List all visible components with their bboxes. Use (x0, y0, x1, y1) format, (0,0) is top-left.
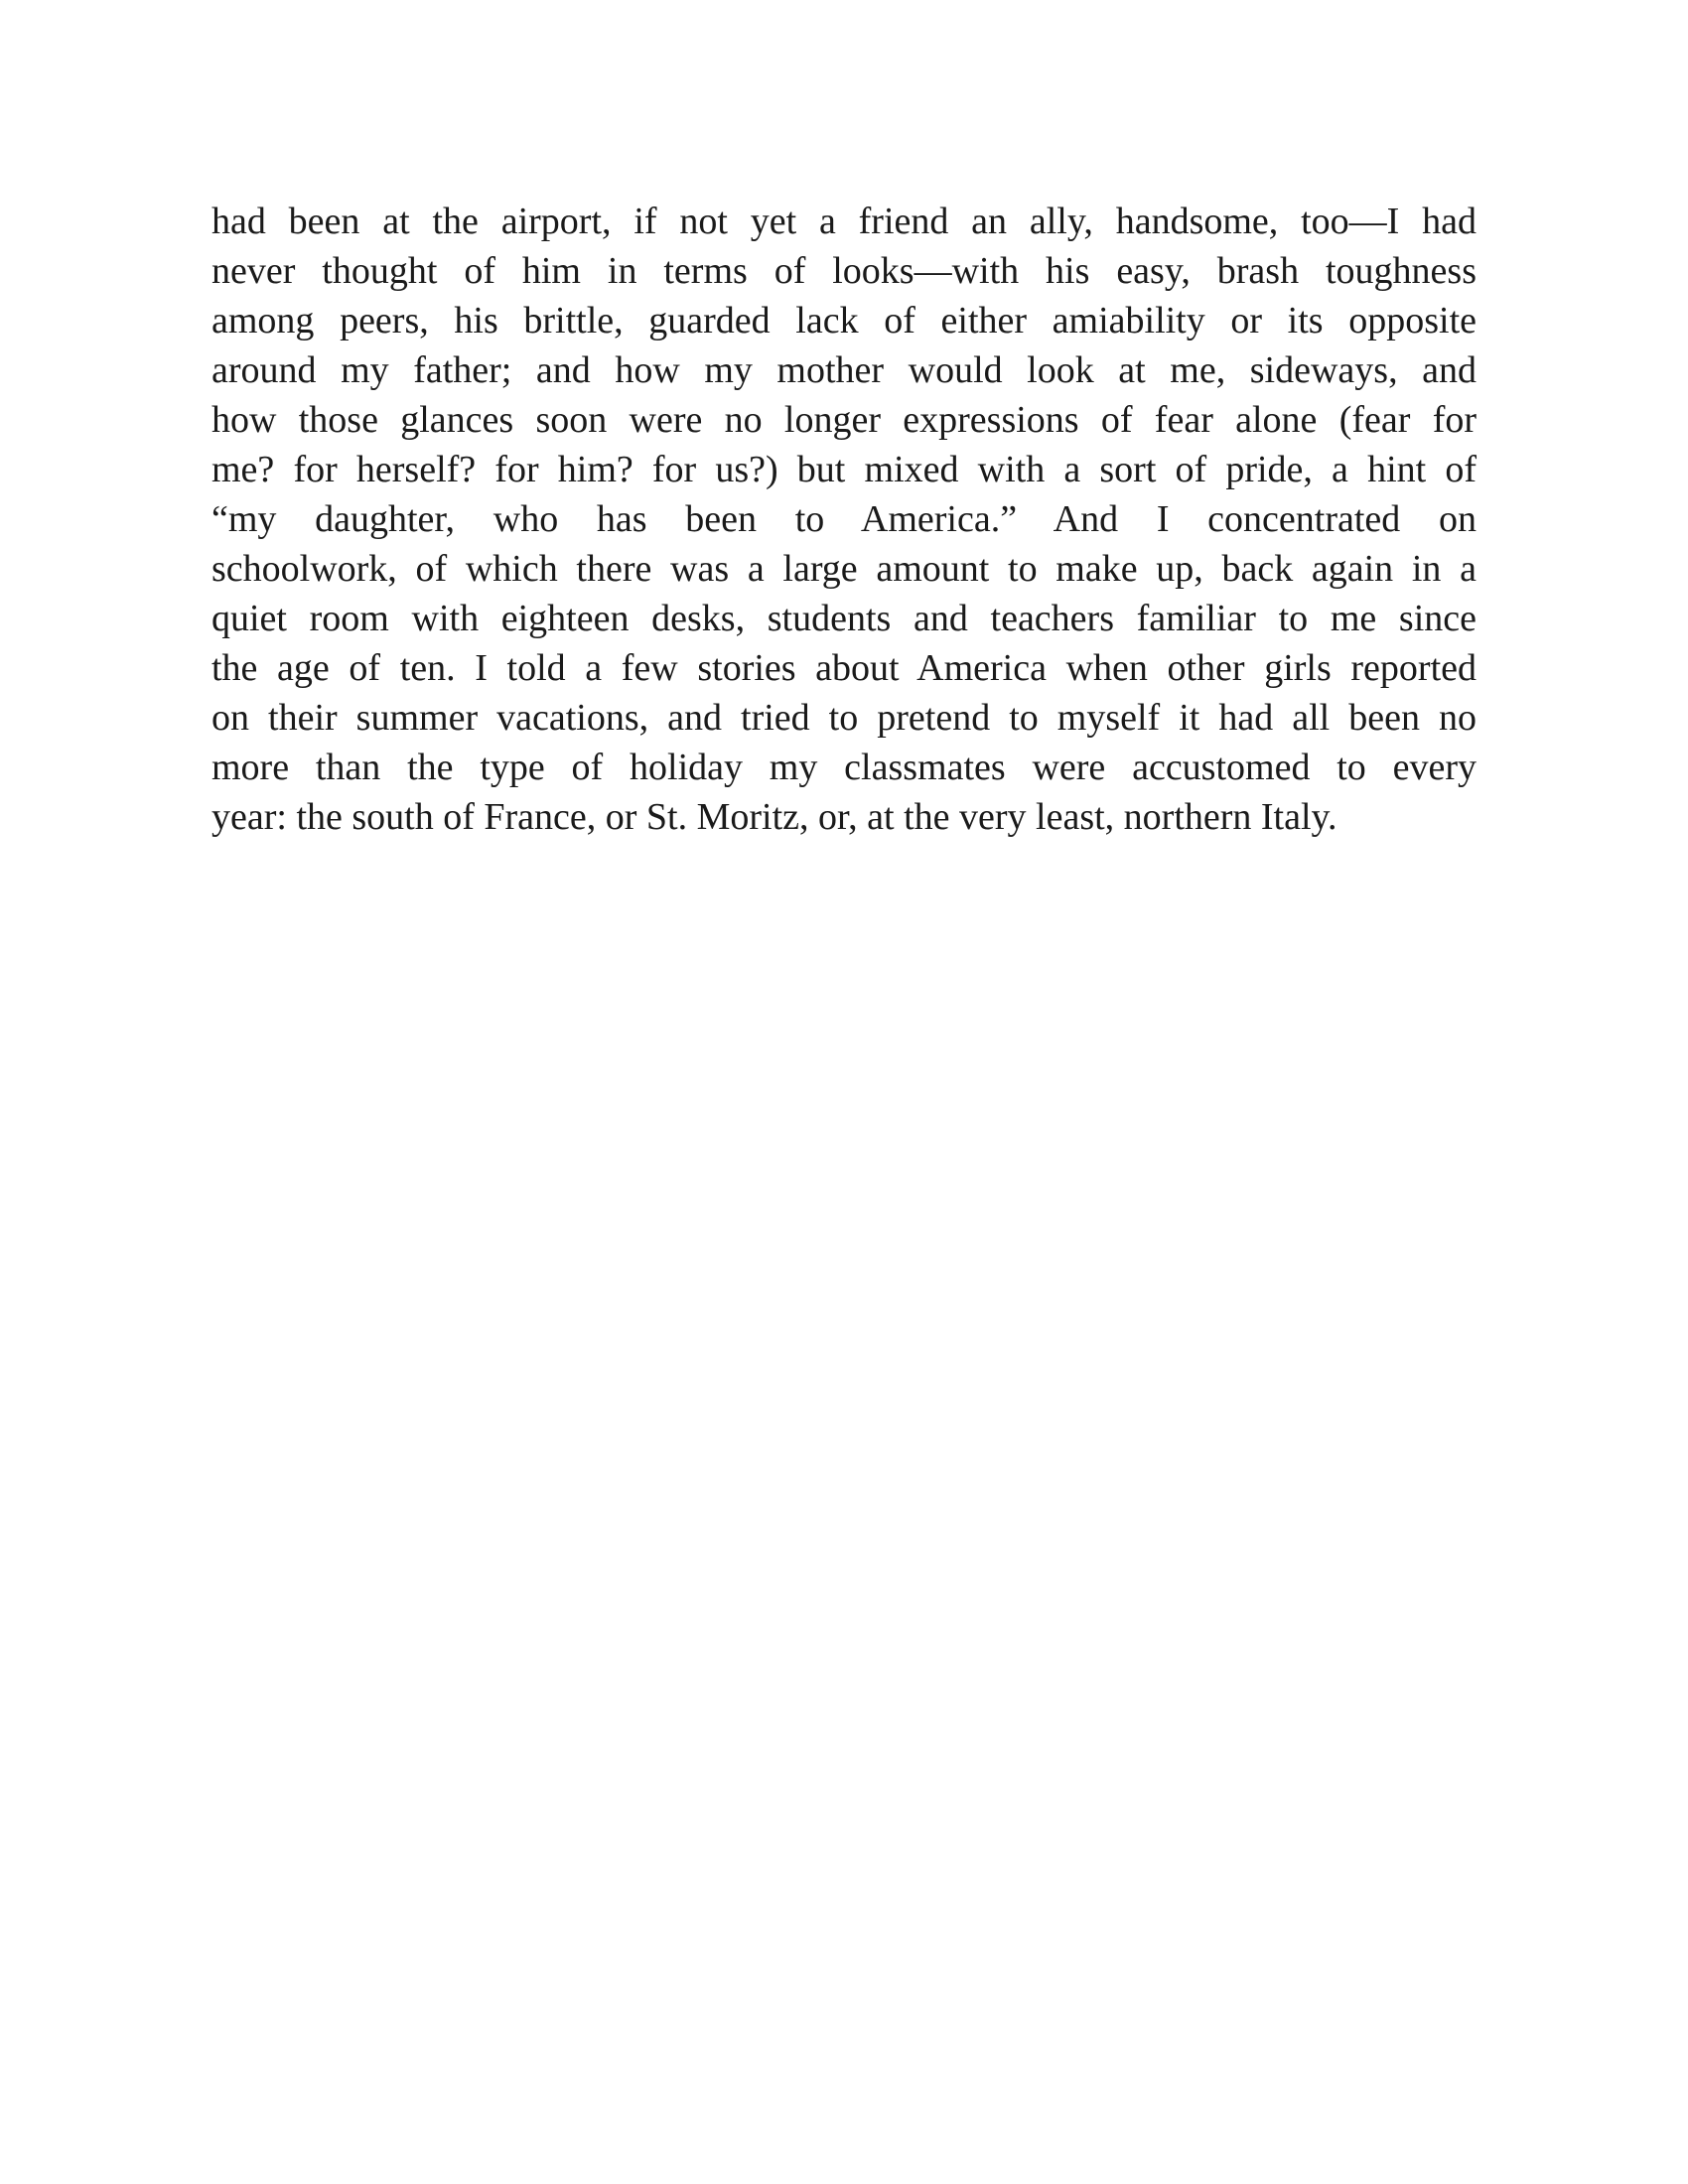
text-line: around my father; and how my mother would look at me, sideways, and (211, 349, 1477, 391)
text-line: the age of ten. I told a few stories about America when other girls reported (211, 647, 1477, 689)
body-paragraph (211, 197, 1477, 842)
text-line: had been at the airport, if not yet a friend an ally, handsome, too—I had (211, 201, 1477, 242)
text-line: more than the type of holiday my classmates were accustomed to every (211, 747, 1477, 788)
text-line: “my daughter, who has been to America.” And I concentrated on (211, 498, 1477, 540)
text-line: among peers, his brittle, guarded lack of either amiability or its opposite (211, 300, 1477, 341)
text-line: quiet room with eighteen desks, students and teachers familiar to me since (211, 598, 1477, 639)
text-line: never thought of him in terms of looks—with his easy, brash toughness (211, 250, 1477, 292)
text-line: on their summer vacations, and tried to pretend to myself it had all been no (211, 697, 1477, 739)
text-line: schoolwork, of which there was a large amount to make up, back again in a (211, 548, 1477, 590)
text-line: year: the south of France, or St. Moritz, or, at the very least, northern Italy. (211, 796, 1337, 838)
text-line: me? for herself? for him? for us?) but mixed with a sort of pride, a hint of (211, 449, 1477, 490)
text-line: how those glances soon were no longer expressions of fear alone (fear for (211, 399, 1477, 441)
